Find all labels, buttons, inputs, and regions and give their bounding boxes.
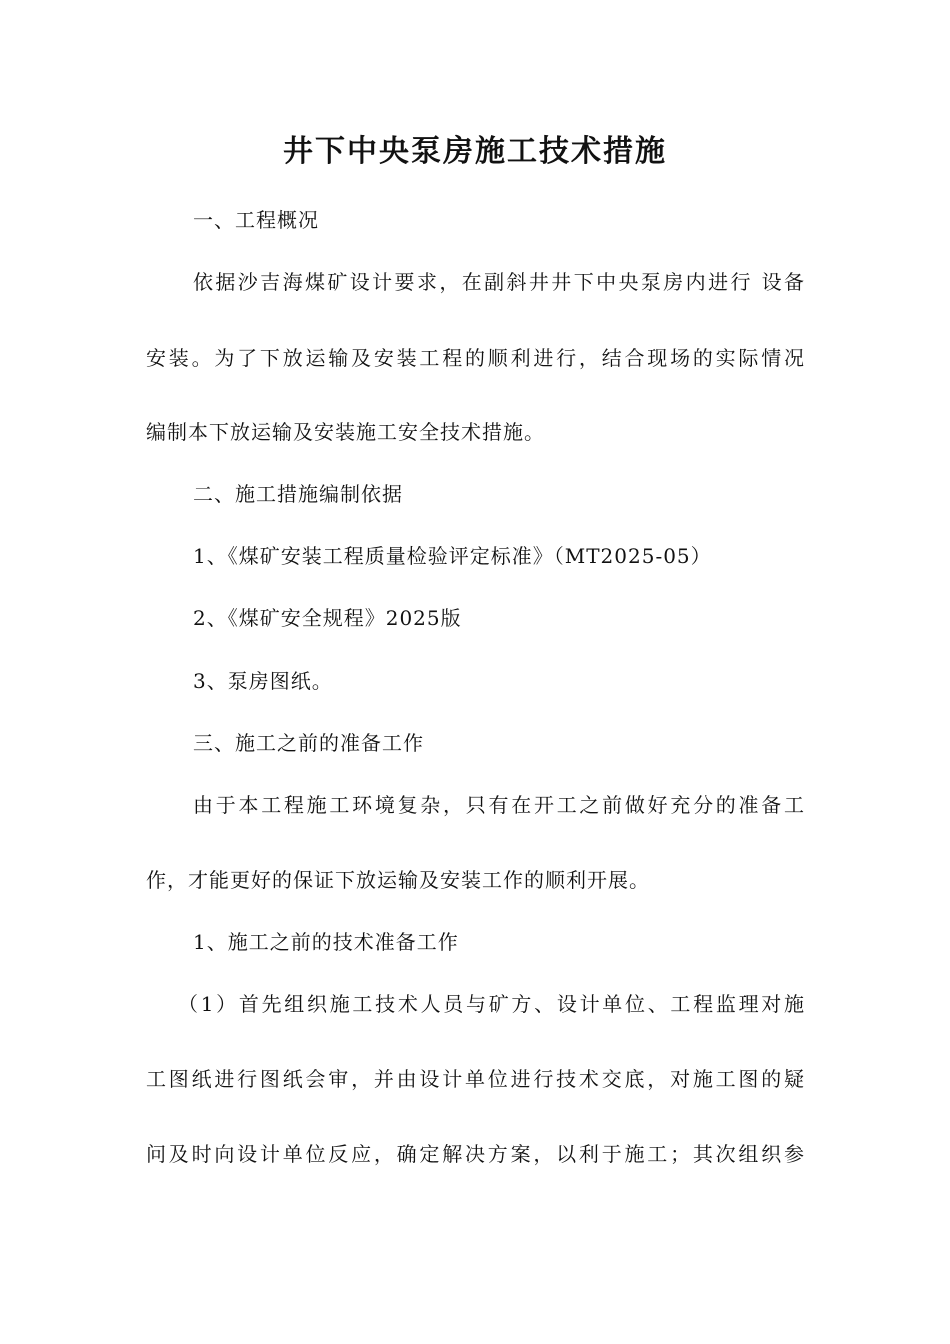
paragraph-line: 依据沙吉海煤矿设计要求，在副斜井井下中央泵房内进行 设备 <box>193 270 805 294</box>
document-title: 井下中央泵房施工技术措施 <box>283 134 667 169</box>
section-heading-overview: 一、工程概况 <box>193 208 319 232</box>
list-item: 1、《煤矿安装工程质量检验评定标准》（MT2025-05） <box>193 544 712 568</box>
paragraph-line: 由于本工程施工环境复杂，只有在开工之前做好充分的准备工 <box>193 793 805 817</box>
paragraph-line: 编制本下放运输及安装施工安全技术措施。 <box>146 420 545 444</box>
paragraph-line: 作，才能更好的保证下放运输及安装工作的顺利开展。 <box>146 868 650 892</box>
paragraph-line: （1）首先组织施工技术人员与矿方、设计单位、工程监理对施 <box>178 992 805 1016</box>
paragraph-line: 安装。为了下放运输及安装工程的顺利进行，结合现场的实际情况 <box>146 346 805 370</box>
section-heading-basis: 二、施工措施编制依据 <box>193 482 403 506</box>
list-item: 2、《煤矿安全规程》2025版 <box>193 606 462 630</box>
paragraph-line: 问及时向设计单位反应，确定解决方案，以利于施工；其次组织参 <box>146 1142 805 1166</box>
list-item: 3、泵房图纸。 <box>193 669 333 693</box>
paragraph-line: 工图纸进行图纸会审，并由设计单位进行技术交底，对施工图的疑 <box>146 1067 805 1091</box>
section-heading-preparation: 三、施工之前的准备工作 <box>193 731 424 755</box>
subsection-heading: 1、施工之前的技术准备工作 <box>193 930 459 954</box>
